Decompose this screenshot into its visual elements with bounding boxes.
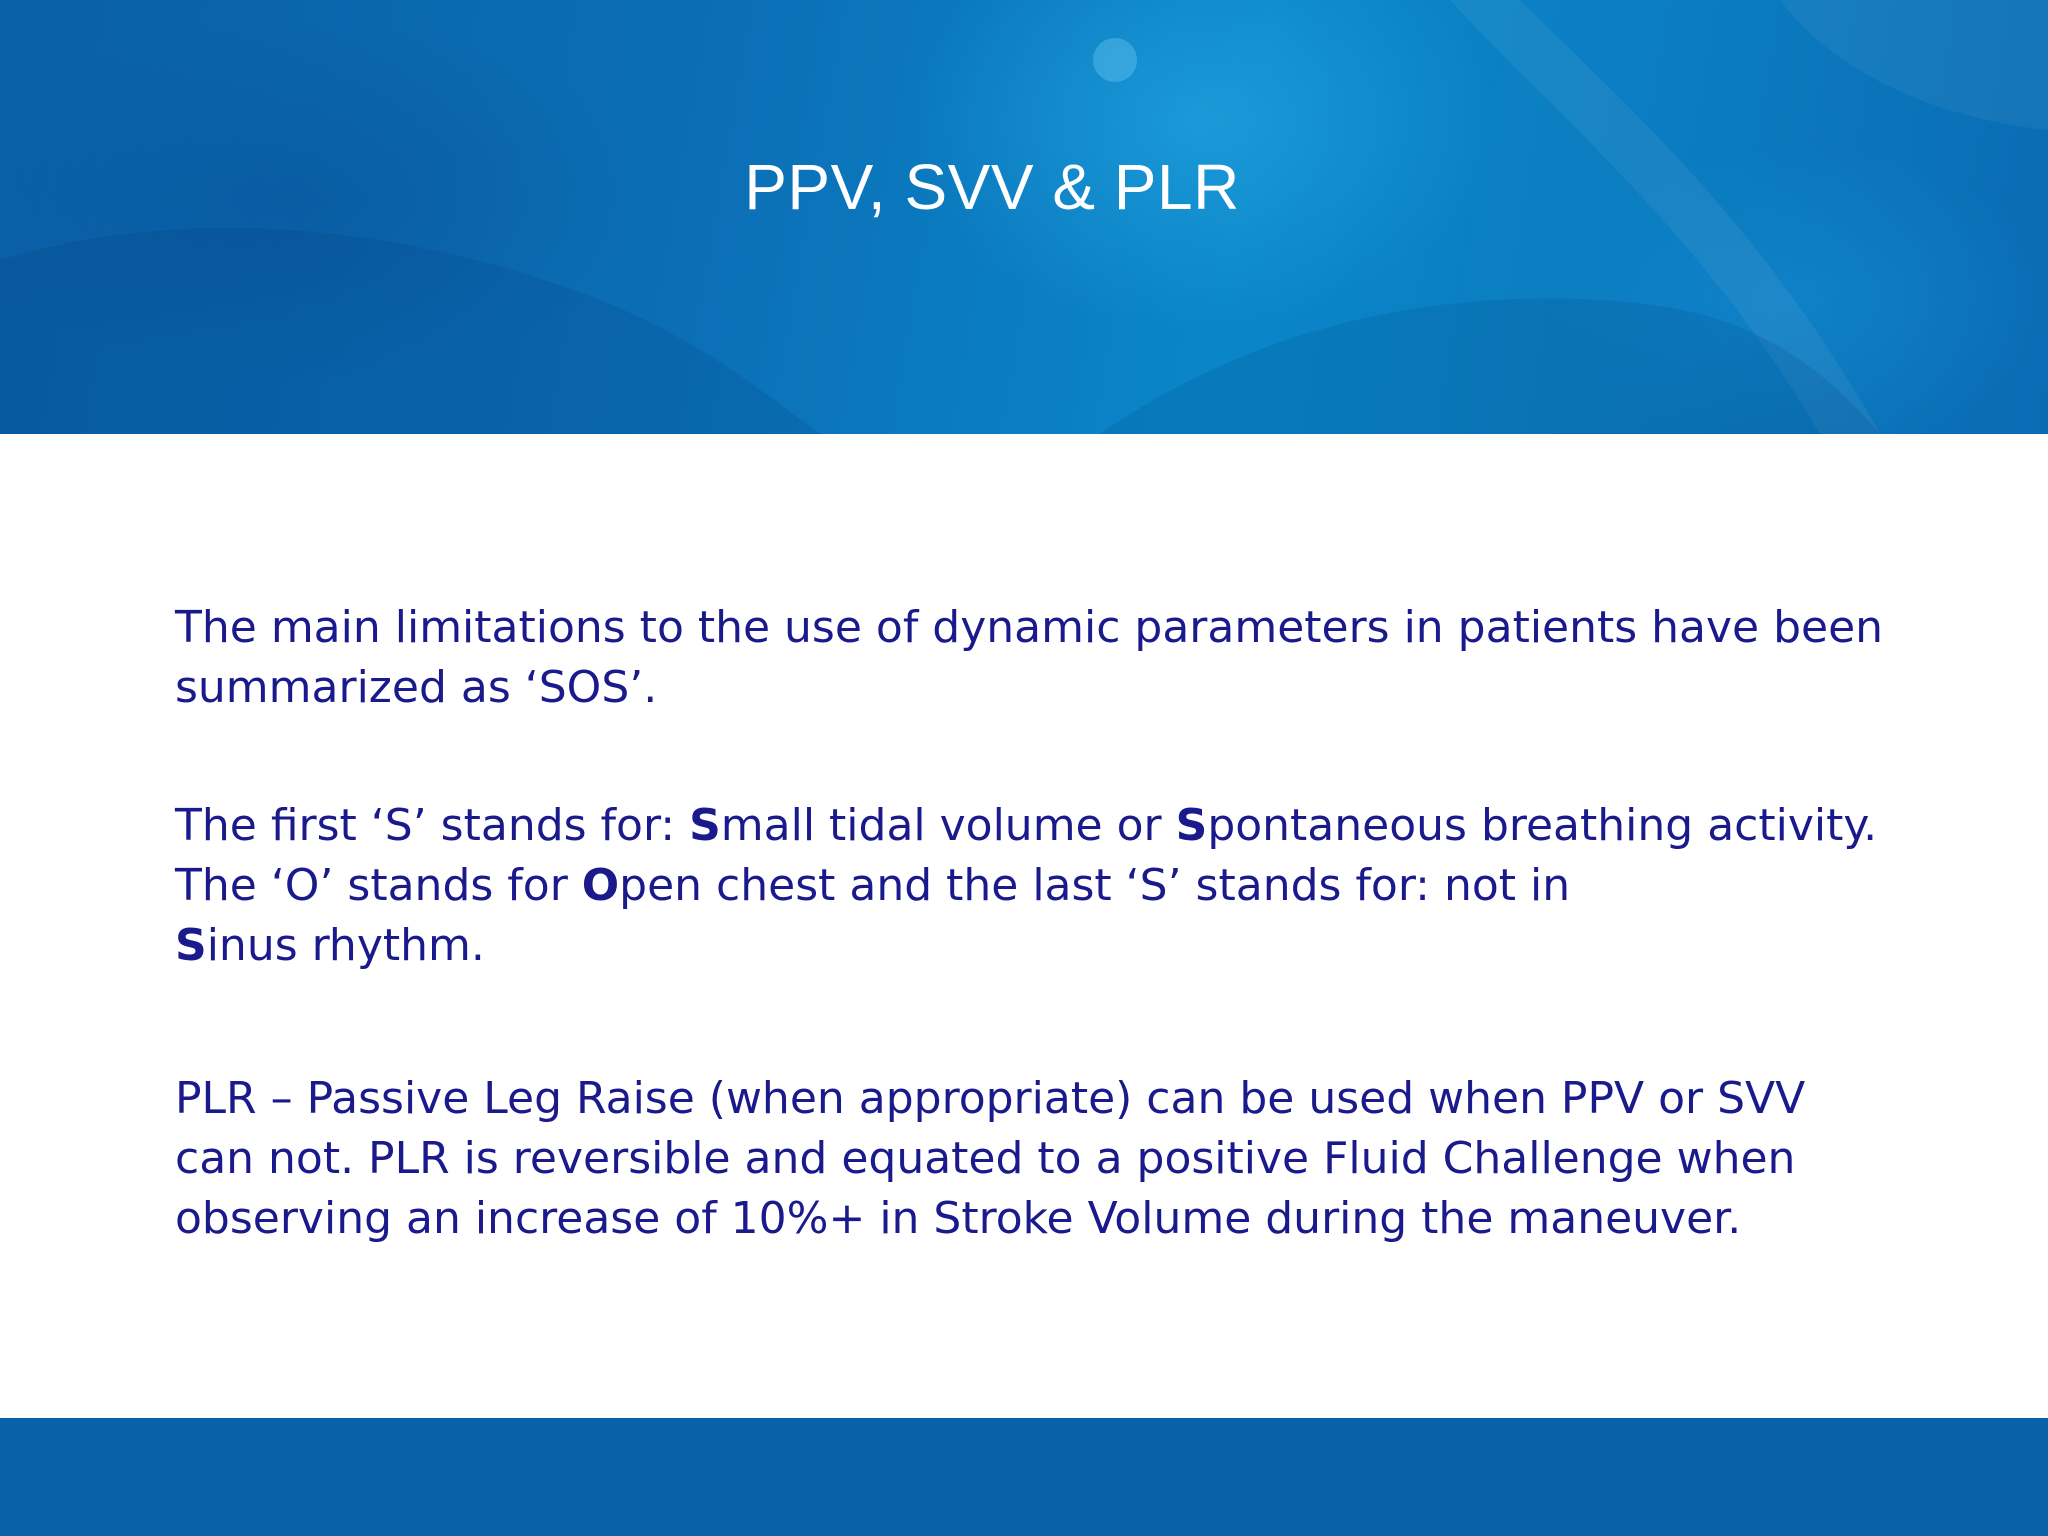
slide-body xyxy=(175,598,1895,1249)
text-segment: pontaneous breathing activity. The ‘O’ stands for xyxy=(175,800,1878,911)
slide-title: PPV, SVV & PLR xyxy=(744,151,1240,223)
text-segment: mall tidal volume or xyxy=(720,800,1176,851)
bold-letter-s-spontaneous: S xyxy=(1175,800,1208,851)
paragraph-sos-definition xyxy=(175,796,1895,976)
paragraph-sos-intro: The main limitations to the use of dynamic parameters in patients have been summarized as ‘SOS’. xyxy=(175,602,1884,713)
bold-letter-s-sinus: S xyxy=(175,920,207,971)
header-banner xyxy=(0,0,2048,434)
text-segment: pen chest and the last ‘S’ stands for: not in xyxy=(619,860,1571,911)
bold-letter-o-open: O xyxy=(581,860,620,911)
text-segment: inus rhythm. xyxy=(206,920,485,971)
bold-letter-s-small: S xyxy=(689,800,721,851)
text-segment: The first ‘S’ stands for: xyxy=(175,800,690,851)
paragraph-plr: PLR – Passive Leg Raise (when appropriate) can be used when PPV or SVV can not. PLR is reversible and equated to a positive Fluid Challenge when observing an increase of 10%+ in Stroke Volume during the maneuver. xyxy=(175,1073,1806,1244)
footer-bar xyxy=(0,1418,2048,1536)
